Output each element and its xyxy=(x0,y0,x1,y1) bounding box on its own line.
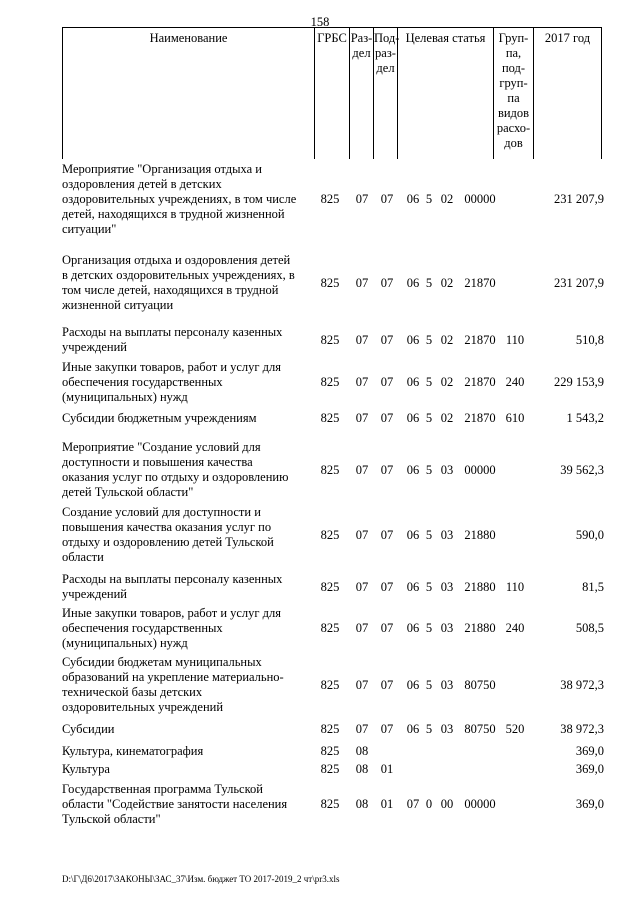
cell-t1: 06 xyxy=(406,621,420,635)
cell-vr: 520 xyxy=(505,722,525,736)
cell-t2: 5 xyxy=(425,463,433,477)
row-name-line: обеспечения государственных xyxy=(62,621,223,635)
row-name-line: оздоровительных учреждениях, в том числе xyxy=(62,192,297,206)
cell-t3: 02 xyxy=(440,333,454,347)
cell-t4: 21870 xyxy=(464,375,496,389)
row-name xyxy=(62,722,307,737)
header-podrazdel-line: раз- xyxy=(375,46,396,60)
cell-podrazdel: 07 xyxy=(380,411,394,425)
cell-vr: 110 xyxy=(505,333,525,347)
row-name-line: оздоровления детей в детских xyxy=(62,177,222,191)
row-name-line: Иные закупки товаров, работ и услуг для xyxy=(62,360,282,374)
cell-razdel: 07 xyxy=(355,621,369,635)
cell-razdel: 07 xyxy=(355,528,369,542)
cell-grbs: 825 xyxy=(320,797,340,811)
row-name-line: области xyxy=(62,550,104,564)
cell-t3: 02 xyxy=(440,192,454,206)
table-row xyxy=(0,360,640,406)
cell-vr: 240 xyxy=(505,621,525,635)
row-name-line: Тульской области" xyxy=(62,812,161,826)
row-name-line: обеспечения государственных xyxy=(62,375,223,389)
row-name xyxy=(62,162,307,237)
cell-razdel: 08 xyxy=(355,762,369,776)
table-row xyxy=(0,440,640,502)
cell-amount: 369,0 xyxy=(575,762,604,776)
cell-t3: 03 xyxy=(440,621,454,635)
cell-vr: 610 xyxy=(505,411,525,425)
header-year xyxy=(534,28,602,159)
cell-vr: 240 xyxy=(505,375,525,389)
header-razdel xyxy=(350,28,374,159)
cell-podrazdel: 07 xyxy=(380,580,394,594)
cell-t3: 02 xyxy=(440,411,454,425)
cell-amount: 39 562,3 xyxy=(560,463,604,477)
cell-t4: 21880 xyxy=(464,580,496,594)
cell-t4: 80750 xyxy=(464,678,496,692)
table-row xyxy=(0,782,640,832)
cell-amount: 229 153,9 xyxy=(554,375,604,389)
cell-t1: 06 xyxy=(406,722,420,736)
row-name xyxy=(62,762,307,777)
cell-razdel: 07 xyxy=(355,375,369,389)
cell-grbs: 825 xyxy=(320,621,340,635)
row-name xyxy=(62,606,307,651)
cell-podrazdel: 07 xyxy=(380,678,394,692)
cell-amount: 1 543,2 xyxy=(566,411,604,425)
row-name-line: Субсидии бюджетным учреждениям xyxy=(62,411,257,425)
cell-t3: 03 xyxy=(440,463,454,477)
row-name-line: детей Тульской области" xyxy=(62,485,194,499)
cell-grbs: 825 xyxy=(320,411,340,425)
cell-razdel: 08 xyxy=(355,797,369,811)
cell-razdel: 07 xyxy=(355,722,369,736)
row-name xyxy=(62,325,307,355)
cell-t4: 00000 xyxy=(464,797,496,811)
cell-amount: 231 207,9 xyxy=(554,276,604,290)
cell-t1: 07 xyxy=(406,797,420,811)
row-name-line: детей, находящихся в трудной жизненной xyxy=(62,207,285,221)
row-name-line: (муниципальных) нужд xyxy=(62,390,188,404)
cell-amount: 38 972,3 xyxy=(560,722,604,736)
cell-grbs: 825 xyxy=(320,744,340,758)
table-row xyxy=(0,325,640,355)
row-name-line: Мероприятие "Создание условий для xyxy=(62,440,261,454)
row-name-line: Культура, кинематография xyxy=(62,744,204,758)
row-name-line: (муниципальных) нужд xyxy=(62,636,188,650)
cell-t4: 80750 xyxy=(464,722,496,736)
cell-razdel: 07 xyxy=(355,678,369,692)
table-header xyxy=(62,27,602,159)
cell-razdel: 07 xyxy=(355,192,369,206)
cell-grbs: 825 xyxy=(320,580,340,594)
cell-grbs: 825 xyxy=(320,762,340,776)
cell-amount: 510,8 xyxy=(575,333,604,347)
table-row xyxy=(0,253,640,317)
cell-amount: 508,5 xyxy=(575,621,604,635)
cell-t3: 02 xyxy=(440,375,454,389)
table-row xyxy=(0,411,640,429)
file-path-footer: D:\Г\Д6\2017\ЗАКОНЫ\ЗАС_37\Изм. бюджет ТО 2017-2019_2 чт\pr3.xls xyxy=(62,874,340,884)
header-group-line: расхо- xyxy=(496,121,531,135)
row-name-line: жизненной ситуации xyxy=(62,298,174,312)
row-name-line: технической базы детских xyxy=(62,685,203,699)
cell-podrazdel: 07 xyxy=(380,621,394,635)
cell-t2: 5 xyxy=(425,678,433,692)
cell-podrazdel: 01 xyxy=(380,762,394,776)
cell-t1: 06 xyxy=(406,411,420,425)
table-row xyxy=(0,744,640,762)
row-name-line: Культура xyxy=(62,762,110,776)
cell-podrazdel: 07 xyxy=(380,276,394,290)
header-grbs-label: ГРБС xyxy=(317,31,347,45)
cell-t1: 06 xyxy=(406,528,420,542)
header-target-label: Целевая статья xyxy=(405,31,486,45)
cell-t3: 03 xyxy=(440,678,454,692)
row-name-line: том числе детей, находящихся в трудной xyxy=(62,283,279,297)
cell-t2: 5 xyxy=(425,192,433,206)
cell-razdel: 07 xyxy=(355,411,369,425)
cell-t2: 5 xyxy=(425,580,433,594)
cell-t2: 5 xyxy=(425,375,433,389)
page-number: 158 xyxy=(310,15,330,29)
header-group-line: Груп- xyxy=(498,31,529,45)
header-group-line: груп- xyxy=(499,76,528,90)
cell-podrazdel: 07 xyxy=(380,375,394,389)
row-name-line: Расходы на выплаты персоналу казенных xyxy=(62,572,283,586)
cell-amount: 590,0 xyxy=(575,528,604,542)
cell-t4: 00000 xyxy=(464,463,496,477)
row-name-line: учреждений xyxy=(62,340,127,354)
row-name-line: в детских оздоровительных учреждениях, в xyxy=(62,268,295,282)
row-name-line: Государственная программа Тульской xyxy=(62,782,263,796)
row-name xyxy=(62,782,307,827)
header-podrazdel xyxy=(374,28,398,159)
cell-t4: 21880 xyxy=(464,528,496,542)
row-name xyxy=(62,360,307,405)
cell-t1: 06 xyxy=(406,463,420,477)
cell-t3: 03 xyxy=(440,580,454,594)
row-name-line: доступности и повышения качества xyxy=(62,455,253,469)
cell-grbs: 825 xyxy=(320,463,340,477)
row-name xyxy=(62,744,307,759)
cell-t1: 06 xyxy=(406,276,420,290)
row-name-line: Иные закупки товаров, работ и услуг для xyxy=(62,606,282,620)
header-group-line: видов xyxy=(497,106,530,120)
cell-t3: 00 xyxy=(440,797,454,811)
header-name-label: Наименование xyxy=(149,31,228,45)
header-grbs xyxy=(315,28,350,159)
cell-grbs: 825 xyxy=(320,722,340,736)
header-name xyxy=(62,28,315,159)
header-razdel-line: Раз- xyxy=(350,31,373,45)
table-row xyxy=(0,162,640,240)
row-name-line: ситуации" xyxy=(62,222,117,236)
table-row xyxy=(0,606,640,652)
cell-amount: 369,0 xyxy=(575,744,604,758)
cell-t2: 5 xyxy=(425,621,433,635)
cell-t3: 03 xyxy=(440,722,454,736)
cell-podrazdel: 07 xyxy=(380,333,394,347)
cell-t2: 5 xyxy=(425,411,433,425)
cell-grbs: 825 xyxy=(320,375,340,389)
row-name-line: Создание условий для доступности и xyxy=(62,505,261,519)
cell-t4: 21870 xyxy=(464,411,496,425)
cell-podrazdel: 01 xyxy=(380,797,394,811)
cell-amount: 369,0 xyxy=(575,797,604,811)
row-name-line: образований на укрепление материально- xyxy=(62,670,284,684)
cell-t1: 06 xyxy=(406,375,420,389)
header-podrazdel-line: Под- xyxy=(374,31,400,45)
header-group-line: па, xyxy=(505,46,522,60)
cell-t2: 0 xyxy=(425,797,433,811)
header-razdel-line: дел xyxy=(352,46,371,60)
cell-t2: 5 xyxy=(425,276,433,290)
cell-podrazdel: 07 xyxy=(380,722,394,736)
row-name xyxy=(62,253,307,313)
row-name xyxy=(62,655,307,715)
cell-t3: 02 xyxy=(440,276,454,290)
row-name-line: области "Содействие занятости населения xyxy=(62,797,288,811)
cell-t2: 5 xyxy=(425,722,433,736)
cell-grbs: 825 xyxy=(320,678,340,692)
header-year-label: 2017 год xyxy=(544,31,591,45)
table-row xyxy=(0,655,640,717)
cell-t1: 06 xyxy=(406,192,420,206)
cell-amount: 38 972,3 xyxy=(560,678,604,692)
cell-t2: 5 xyxy=(425,528,433,542)
header-group xyxy=(494,28,534,159)
cell-t4: 00000 xyxy=(464,192,496,206)
cell-grbs: 825 xyxy=(320,276,340,290)
cell-grbs: 825 xyxy=(320,192,340,206)
header-group-line: дов xyxy=(504,136,523,150)
cell-amount: 231 207,9 xyxy=(554,192,604,206)
cell-grbs: 825 xyxy=(320,333,340,347)
cell-podrazdel: 07 xyxy=(380,528,394,542)
row-name xyxy=(62,440,307,500)
cell-t1: 06 xyxy=(406,580,420,594)
header-group-line: под- xyxy=(501,61,526,75)
cell-t4: 21870 xyxy=(464,333,496,347)
cell-razdel: 07 xyxy=(355,276,369,290)
cell-vr: 110 xyxy=(505,580,525,594)
table-row xyxy=(0,505,640,567)
header-podrazdel-line: дел xyxy=(376,61,395,75)
cell-razdel: 07 xyxy=(355,580,369,594)
cell-razdel: 07 xyxy=(355,333,369,347)
cell-t3: 03 xyxy=(440,528,454,542)
header-target xyxy=(398,28,494,159)
row-name-line: учреждений xyxy=(62,587,127,601)
row-name xyxy=(62,572,307,602)
cell-grbs: 825 xyxy=(320,528,340,542)
cell-t1: 06 xyxy=(406,678,420,692)
cell-podrazdel: 07 xyxy=(380,463,394,477)
table-row xyxy=(0,722,640,740)
row-name-line: повышения качества оказания услуг по xyxy=(62,520,272,534)
header-group-line: па xyxy=(507,91,520,105)
cell-t2: 5 xyxy=(425,333,433,347)
cell-t1: 06 xyxy=(406,333,420,347)
row-name-line: Мероприятие "Организация отдыха и xyxy=(62,162,262,176)
row-name xyxy=(62,505,307,565)
cell-podrazdel: 07 xyxy=(380,192,394,206)
table-row xyxy=(0,572,640,602)
table-row xyxy=(0,762,640,780)
row-name-line: оказания услуг по отдыху и оздоровлению xyxy=(62,470,289,484)
row-name xyxy=(62,411,307,426)
cell-razdel: 08 xyxy=(355,744,369,758)
cell-razdel: 07 xyxy=(355,463,369,477)
cell-amount: 81,5 xyxy=(582,580,604,594)
row-name-line: Расходы на выплаты персоналу казенных xyxy=(62,325,283,339)
row-name-line: Субсидии xyxy=(62,722,115,736)
cell-t4: 21870 xyxy=(464,276,496,290)
row-name-line: отдыху и оздоровлению детей Тульской xyxy=(62,535,274,549)
row-name-line: Субсидии бюджетам муниципальных xyxy=(62,655,262,669)
row-name-line: оздоровительных учреждений xyxy=(62,700,224,714)
cell-t4: 21880 xyxy=(464,621,496,635)
row-name-line: Организация отдыха и оздоровления детей xyxy=(62,253,291,267)
